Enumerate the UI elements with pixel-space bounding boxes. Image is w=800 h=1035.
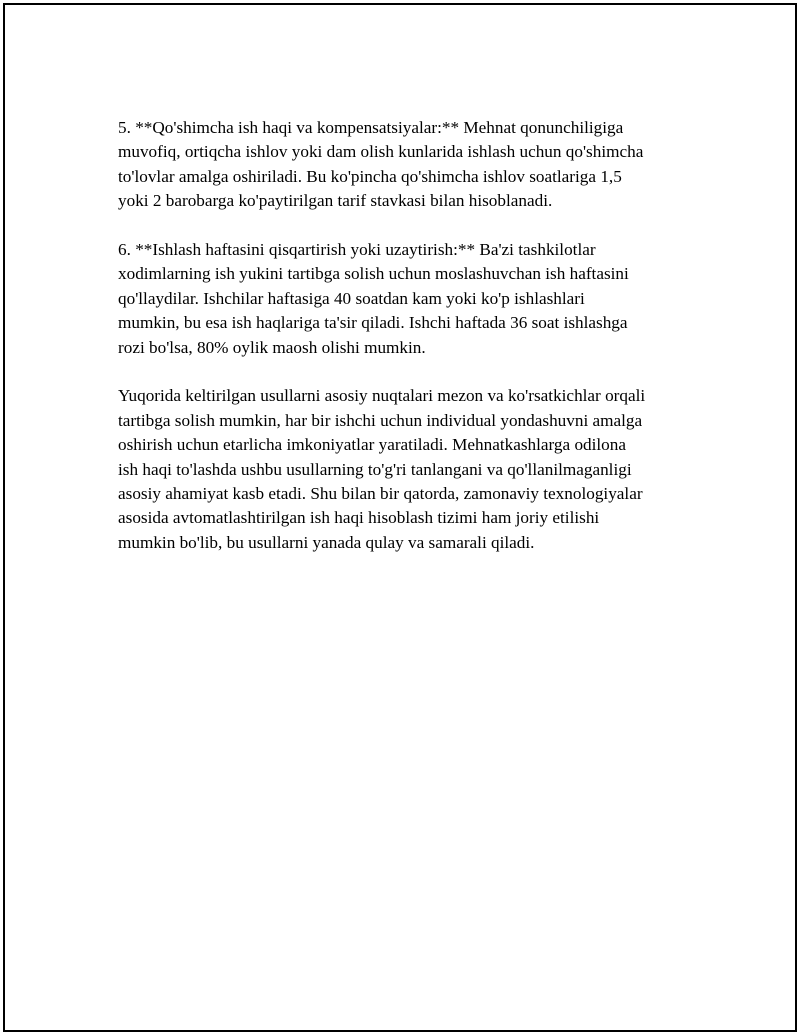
text-line: rozi bo'lsa, 80% oylik maosh olishi mumkin. [118, 337, 426, 357]
text-line: asosiy ahamiyat kasb etadi. Shu bilan bir qatorda, zamonaviy texnologiyalar [118, 484, 643, 504]
text-line: xodimlarning ish yukini tartibga solish uchun moslashuvchan ish haftasini [118, 264, 629, 284]
text-line: muvofiq, ortiqcha ishlov yoki dam olish kunlarida ishlash uchun qo'shimcha [118, 142, 644, 162]
document-body [118, 116, 708, 580]
text-line: 5. **Qo'shimcha ish haqi va kompensatsiyalar:** Mehnat qonunchiligiga [118, 118, 624, 137]
paragraph-work-week [118, 238, 708, 360]
text-line: yoki 2 barobarga ko'paytirilgan tarif stavkasi bilan hisoblanadi. [118, 191, 553, 211]
text-line: tartibga solish mumkin, har bir ishchi uchun individual yondashuvni amalga [118, 410, 643, 430]
text-line: mumkin, bu esa ish haqlariga ta'sir qiladi. Ishchi haftada 36 soat ishlashga [118, 313, 628, 333]
text-line: Yuqorida keltirilgan usullarni asosiy nuqtalari mezon va ko'rsatkichlar orqali [118, 386, 646, 406]
text-line: oshirish uchun etarlicha imkoniyatlar yaratiladi. Mehnatkashlarga odilona [118, 435, 626, 455]
text-line: asosida avtomatlashtirilgan ish haqi hisoblash tizimi ham joriy etilishi [118, 508, 600, 528]
text-line: ish haqi to'lashda ushbu usullarning to'g'ri tanlangani va qo'llanilmaganligi [118, 459, 632, 479]
paragraph-overtime-compensation [118, 116, 708, 214]
text-line: 6. **Ishlash haftasini qisqartirish yoki uzaytirish:** Ba'zi tashkilotlar [118, 240, 596, 260]
paragraph-conclusion [118, 384, 708, 555]
text-line: qo'llaydilar. Ishchilar haftasiga 40 soatdan kam yoki ko'p ishlashlari [118, 288, 585, 308]
text-line: to'lovlar amalga oshiriladi. Bu ko'pincha qo'shimcha ishlov soatlariga 1,5 [118, 166, 622, 186]
text-line: mumkin bo'lib, bu usullarni yanada qulay va samarali qiladi. [118, 532, 535, 552]
